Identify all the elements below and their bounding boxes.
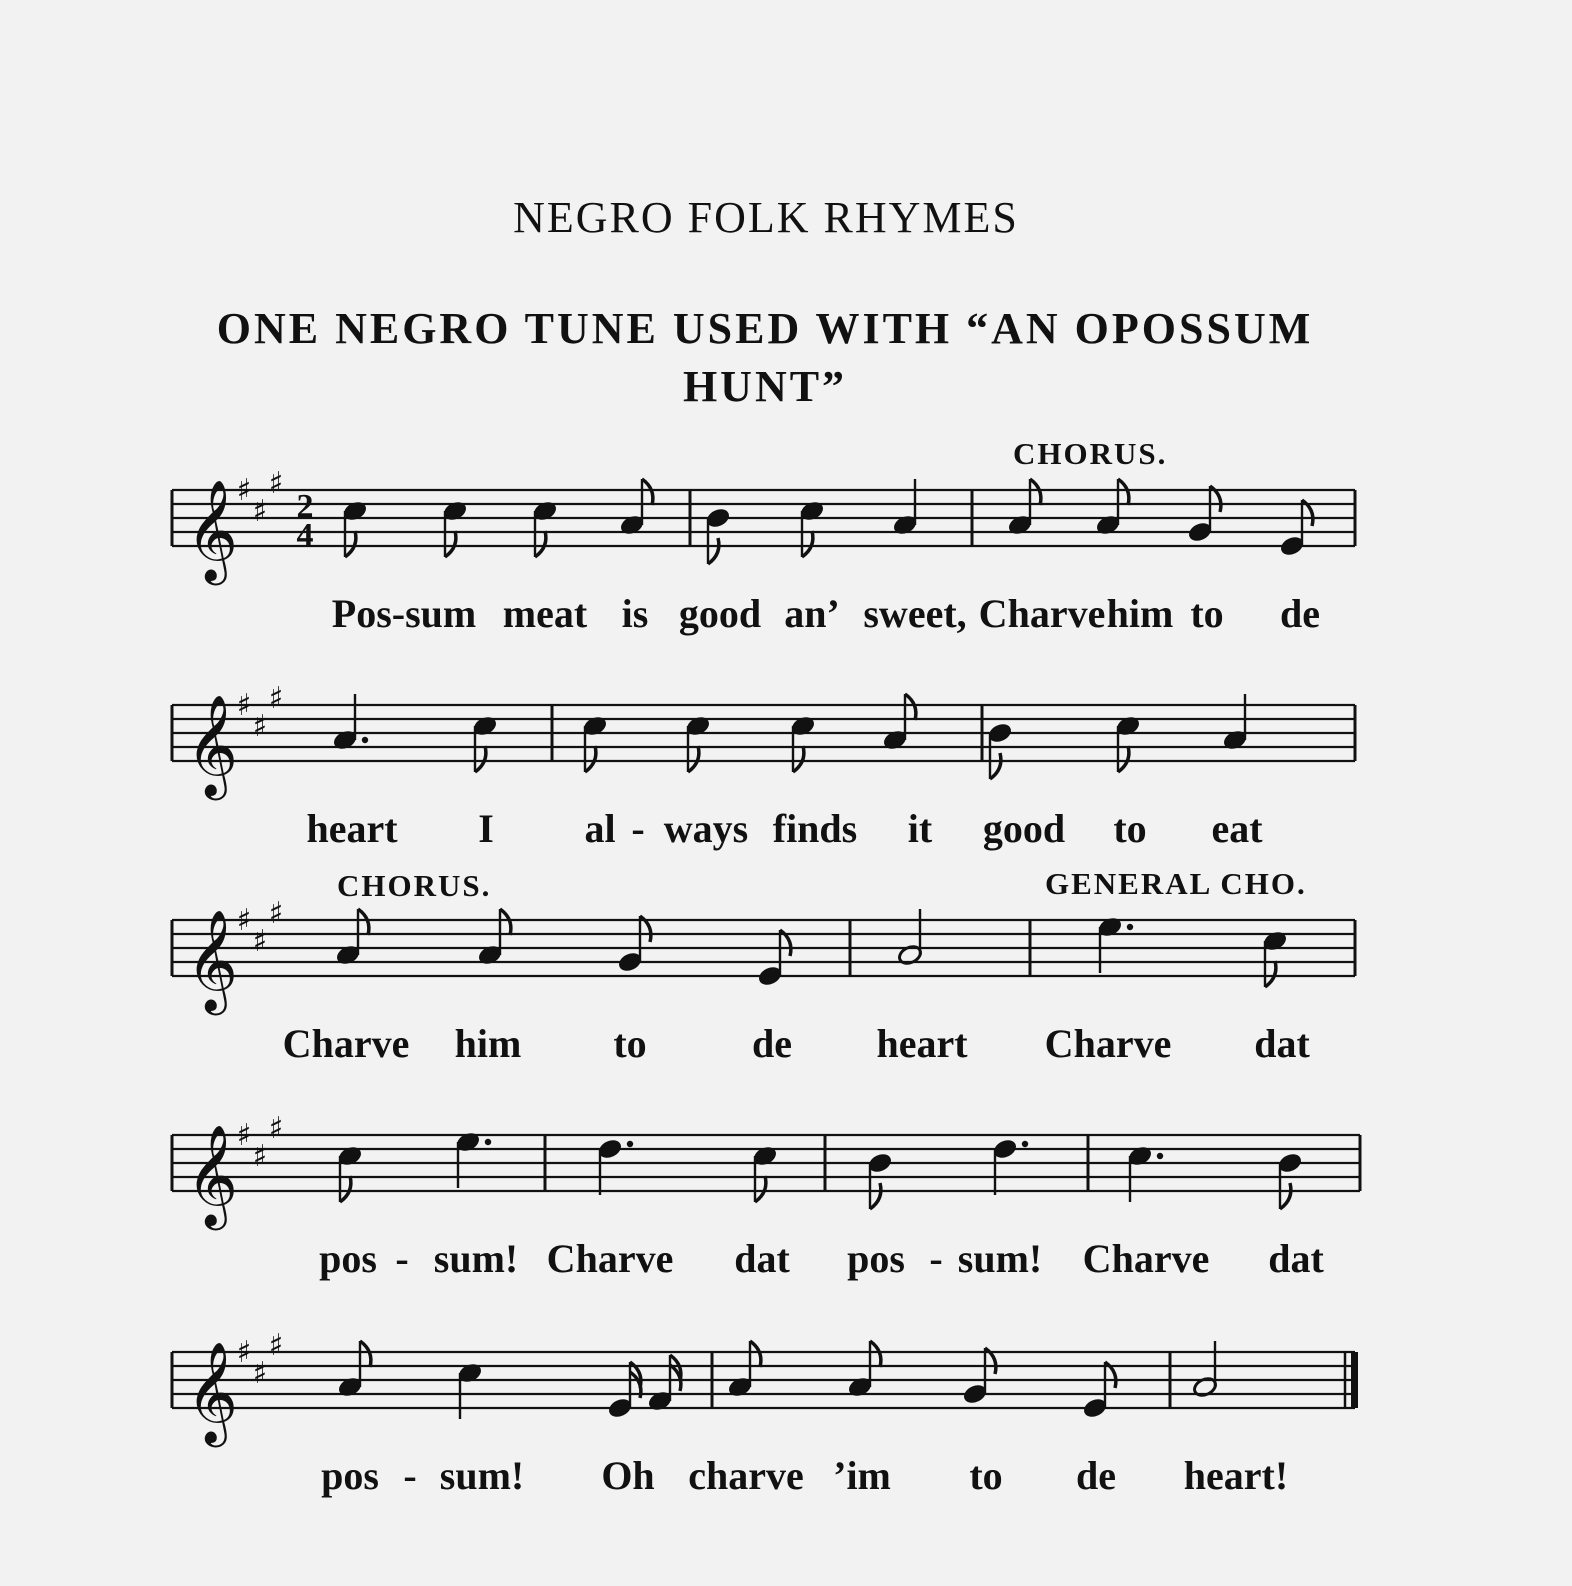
- note-flag: [870, 1341, 881, 1367]
- note-flag: [642, 479, 653, 505]
- lyric: is: [621, 591, 649, 636]
- time-signature-denominator: 4: [296, 517, 314, 554]
- lyric: al: [584, 806, 616, 851]
- sharp-icon: ♯: [236, 473, 252, 508]
- treble-clef-icon: 𝄞: [186, 1123, 239, 1226]
- lyric: good: [678, 591, 762, 636]
- note-flag: [708, 538, 719, 564]
- note-flag: [990, 753, 1001, 779]
- treble-clef-icon: 𝄞: [186, 1340, 239, 1443]
- sharp-icon: ♯: [236, 903, 252, 938]
- note-flag: [870, 1183, 881, 1209]
- lyric: finds: [772, 806, 858, 851]
- note-flag: [340, 1176, 351, 1202]
- final-barline: [1351, 1352, 1358, 1408]
- lyric: pos: [319, 1236, 377, 1281]
- note-flag: [802, 531, 813, 557]
- music-system-1: [0, 436, 1572, 650]
- page-header: NEGRO FOLK RHYMES: [513, 193, 1019, 242]
- sharp-icon: ♯: [268, 681, 284, 716]
- lyric: to: [1190, 591, 1224, 636]
- lyric: sum!: [957, 1236, 1043, 1281]
- lyric: to: [613, 1021, 647, 1066]
- lyric: Charve: [1044, 1021, 1172, 1066]
- lyric: dat: [1254, 1021, 1310, 1066]
- sharp-icon: ♯: [236, 1335, 252, 1370]
- note-flag: [360, 1341, 371, 1367]
- note-flag: [750, 1341, 761, 1367]
- note-flag: [445, 531, 456, 557]
- lyric: pos: [321, 1453, 379, 1498]
- lyric: de: [1280, 591, 1320, 636]
- music-system-3: [0, 866, 1572, 1080]
- lyric: sweet,: [863, 591, 967, 636]
- music-system-2: [0, 655, 1572, 865]
- treble-clef-icon: 𝄞: [186, 478, 239, 581]
- tune-title-line-2: HUNT”: [682, 362, 848, 411]
- lyric: an’: [784, 591, 840, 636]
- general-chorus-label: GENERAL CHO.: [1045, 866, 1307, 901]
- note-flag: [345, 531, 356, 557]
- chorus-label: CHORUS.: [1013, 436, 1168, 471]
- lyric: Charve: [978, 591, 1106, 636]
- lyric: it: [907, 806, 933, 851]
- sharp-icon: ♯: [268, 466, 284, 501]
- lyric: ways: [663, 806, 749, 851]
- lyric: -: [395, 1236, 409, 1281]
- dot: [1022, 1141, 1028, 1147]
- lyric: Oh: [601, 1453, 655, 1498]
- note-flag: [1030, 479, 1041, 505]
- lyric: de: [1076, 1453, 1116, 1498]
- tune-title: [165, 300, 1365, 416]
- lyric: dat: [1268, 1236, 1324, 1281]
- note-flag: [793, 746, 804, 772]
- lyric: -: [929, 1236, 943, 1281]
- lyric: heart!: [1183, 1453, 1289, 1498]
- note-flag: [1118, 479, 1129, 505]
- note-flag: [1265, 961, 1276, 987]
- lyric: heart: [876, 1021, 968, 1066]
- lyric: eat: [1211, 806, 1263, 851]
- lyric: to: [969, 1453, 1003, 1498]
- dot: [1127, 924, 1133, 930]
- sharp-icon: ♯: [252, 494, 268, 529]
- lyric: Pos-sum: [331, 591, 477, 636]
- sharp-icon: ♯: [252, 709, 268, 744]
- lyric: good: [982, 806, 1066, 851]
- lyric: Charve: [1082, 1236, 1210, 1281]
- sharp-icon: ♯: [268, 1111, 284, 1146]
- lyric: -: [403, 1453, 417, 1498]
- lyric: sum!: [439, 1453, 525, 1498]
- sharp-icon: ♯: [236, 688, 252, 723]
- sharp-icon: ♯: [252, 1356, 268, 1391]
- lyric: heart: [306, 806, 398, 851]
- lyric: I: [478, 806, 494, 851]
- note-flag: [535, 531, 546, 557]
- sharp-icon: ♯: [268, 896, 284, 931]
- lyric: meat: [502, 591, 588, 636]
- dot: [485, 1139, 491, 1145]
- lyric: Charve: [546, 1236, 674, 1281]
- treble-clef-icon: 𝄞: [186, 693, 239, 796]
- lyric: Charve: [282, 1021, 410, 1066]
- lyric: to: [1113, 806, 1147, 851]
- dot: [1157, 1153, 1163, 1159]
- note-flag: [500, 909, 511, 935]
- treble-clef-icon: 𝄞: [186, 908, 239, 1011]
- lyric: him: [454, 1021, 522, 1066]
- music-system-4: [0, 1085, 1572, 1295]
- note-flag: [475, 746, 486, 772]
- dot: [627, 1141, 633, 1147]
- note-flag: [1280, 1183, 1291, 1209]
- time-signature-numerator: 2: [296, 488, 314, 525]
- note-flag: [905, 694, 916, 720]
- note-flag: [585, 746, 596, 772]
- lyric: ’im: [833, 1453, 891, 1498]
- lyric: dat: [734, 1236, 790, 1281]
- sharp-icon: ♯: [268, 1328, 284, 1363]
- sharp-icon: ♯: [252, 924, 268, 959]
- note-flag: [1118, 746, 1129, 772]
- chorus-label: CHORUS.: [337, 868, 492, 903]
- music-system-5: [0, 1302, 1572, 1512]
- lyric: pos: [847, 1236, 905, 1281]
- dot: [362, 737, 368, 743]
- sharp-icon: ♯: [236, 1118, 252, 1153]
- note-flag: [755, 1176, 766, 1202]
- lyric: him: [1106, 591, 1174, 636]
- sharp-icon: ♯: [252, 1139, 268, 1174]
- lyric: de: [752, 1021, 792, 1066]
- lyric: charve: [688, 1453, 804, 1498]
- tune-title-line-1: ONE NEGRO TUNE USED WITH “AN OPOSSUM: [216, 304, 1314, 353]
- lyric: -: [631, 806, 645, 851]
- note-flag: [688, 746, 699, 772]
- lyric: sum!: [433, 1236, 519, 1281]
- note-flag: [358, 909, 369, 935]
